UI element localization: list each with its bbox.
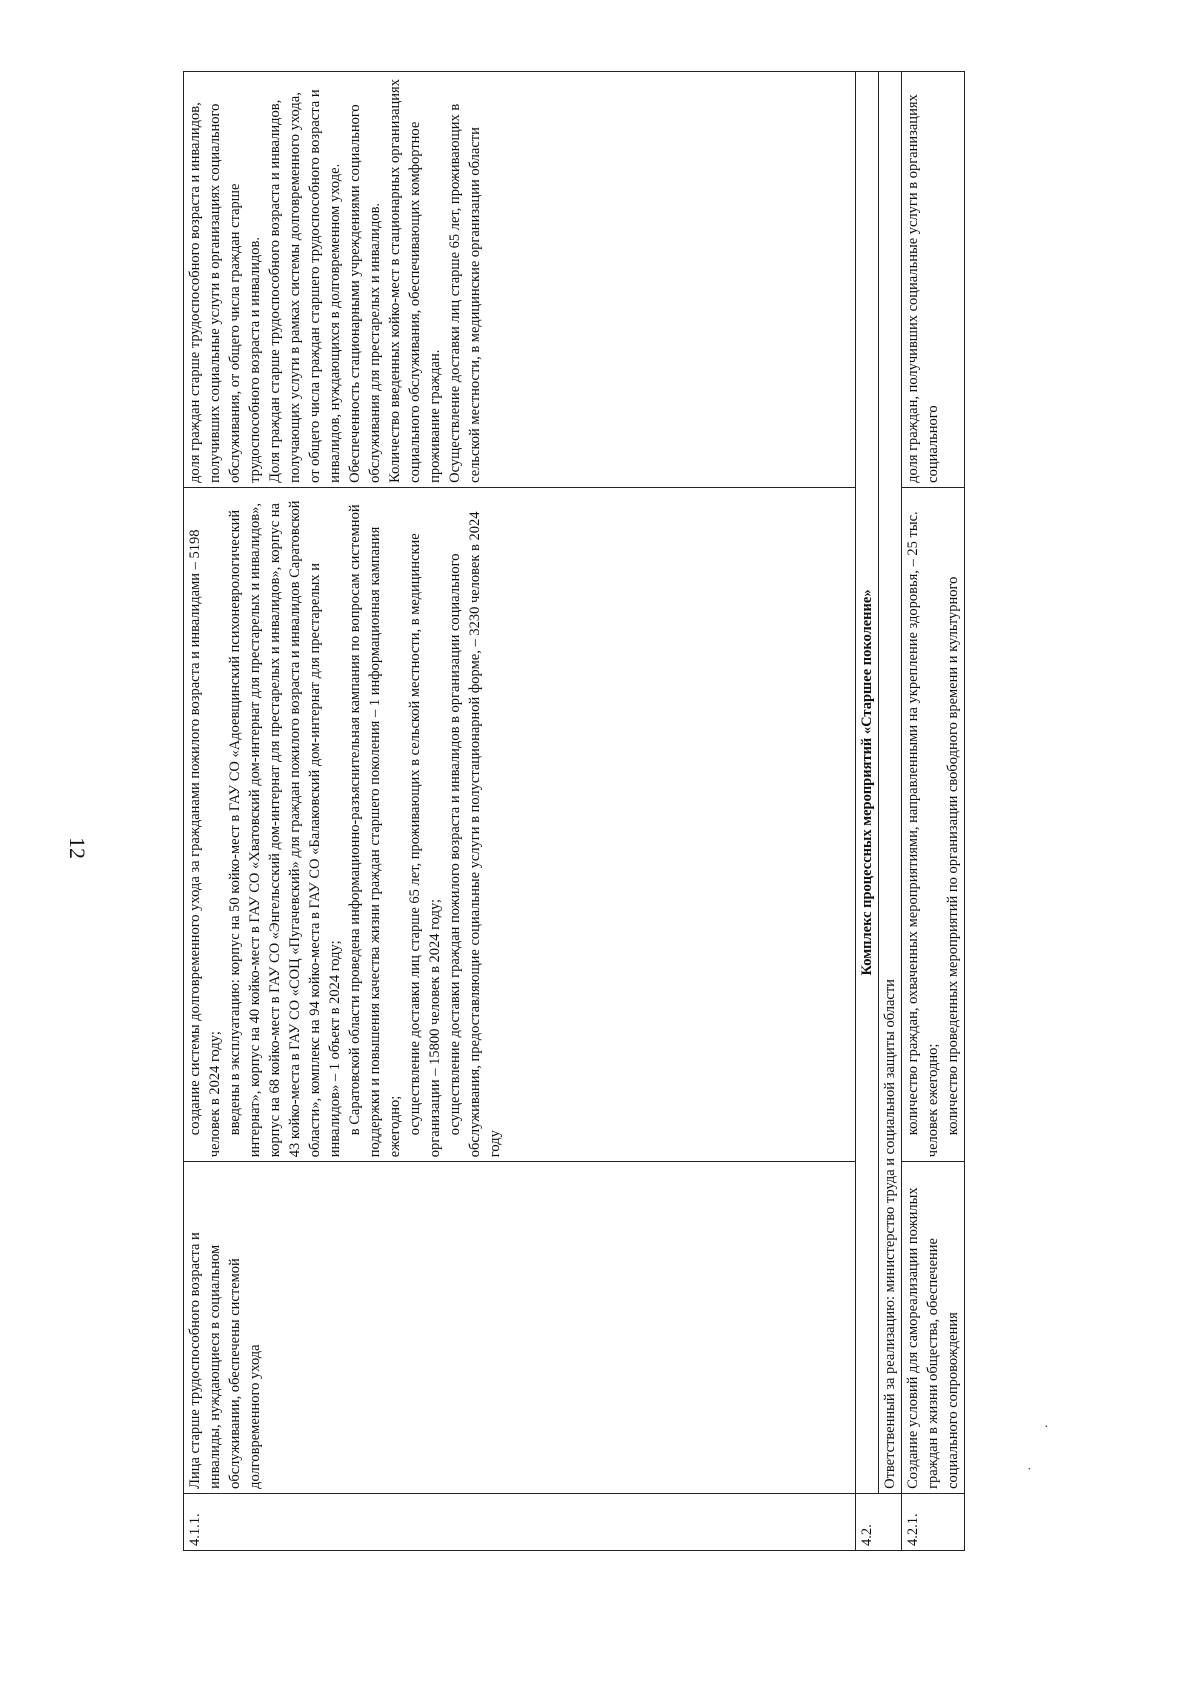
scan-speck: ˙ (1027, 1466, 1032, 1481)
indicators-cell (184, 72, 856, 488)
detail-paragraph: введены в эксплуатацию: корпус на 50 койко-мест в ГАУ СО «Адоевщинский психоневрологический интернат», корпус на 40 койко-мест в ГАУ СО «Хватовский дом-интернат для престарелых и инвалидов», корпус на 68 койко-мест в ГАУ СО «Энгельсский дом-интернат для престарелых и инвалидов», корпус на 43 койко-места в ГАУ СО «СОЦ «Пугачевский» для граждан пожилого возраста и инвалидов Саратовской области», комплекс на 94 койко-места в ГАУ СО «Балаковский дом-интернат для престарелых и инвалидов» – 1 объект в 2024 году; (227, 500, 343, 1158)
page-number: 12 (65, 837, 90, 859)
measure-details (184, 487, 856, 1161)
indicator-text: доля граждан старше трудоспособного возраста и инвалидов, получивших социальные услуги в организациях социального обслуживания, от общего числа граждан старше трудоспособного возраста и инвалидов. (187, 102, 263, 483)
detail-paragraph: количество проведенных мероприятий по организации свободного времени и культурного (945, 576, 961, 1136)
table-row (856, 72, 879, 1551)
row-number: 4.2.1. (902, 1493, 965, 1550)
row-number: 4.1.1. (184, 1493, 856, 1550)
indicator-text: Доля граждан старше трудоспособного возраста и инвалидов, получающих услуги в рамках системы долговременного ухода, от общего числа граждан старшего трудоспособного возраста и инвалидов, нуждающихся в долговременном уходе. (267, 89, 343, 483)
table-row (902, 72, 965, 1551)
rotated-table-container (183, 71, 1053, 1551)
responsible-line: Ответственный за реализацию: министерство труда и социальной защиты области (879, 72, 902, 1494)
measures-table (183, 71, 965, 1551)
measure-details (902, 487, 965, 1161)
detail-paragraph: осуществление доставки граждан пожилого возраста и инвалидов в организации социального обслуживания, предоставляющие социальные услуги в полустационарной форме, – 3230 человек в 2024 году (447, 511, 503, 1158)
indicator-text: Количество введенных койко-мест в стационарных организациях социального обслуживания, обеспечивающих комфортное проживание граждан. (387, 79, 443, 483)
indicators-cell (902, 72, 965, 488)
task-description: Лица старше трудоспособного возраста и инвалиды, нуждающиеся в социальном обслуживании, обеспечены системой долговременного ухода (184, 1162, 856, 1494)
row-number: 4.2. (856, 1493, 902, 1550)
detail-paragraph: в Саратовской области проведена информационно-разъяснительная кампания по вопросам системной поддержки и повышения качества жизни граждан старшего поколения – 1 информационная кампания ежегодно; (347, 504, 403, 1158)
indicator-text: Обеспеченность стационарными учреждениями социального обслуживания для престарелых и инвалидов. (347, 104, 383, 483)
task-description: Создание условий для самореализации пожилых граждан в жизни общества, обеспечение социального сопровождения (902, 1162, 965, 1494)
indicator-text: доля граждан, получивших социальные услуги в организациях социального (905, 94, 941, 483)
detail-paragraph: создание системы долговременного ухода за гражданами пожилого возраста и инвалидами – 5198 человек в 2024 году; (187, 529, 223, 1158)
table-row (184, 72, 856, 1551)
section-title: Комплекс процессных мероприятий «Старшее поколение» (856, 72, 879, 1494)
scan-speck: · (1044, 1420, 1049, 1435)
detail-paragraph: количество граждан, охваченных мероприятиями, направленными на укрепление здоровья, – 25 тыс. человек ежегодно; (905, 511, 941, 1158)
indicator-text: Осуществление доставки лиц старше 65 лет, проживающих в сельской местности, в медицинские организации области (447, 103, 483, 483)
detail-paragraph: осуществление доставки лиц старше 65 лет, проживающих в сельской местности, в медицинские организации – 15800 человек в 2024 году; (407, 533, 443, 1158)
table-row (879, 72, 902, 1551)
